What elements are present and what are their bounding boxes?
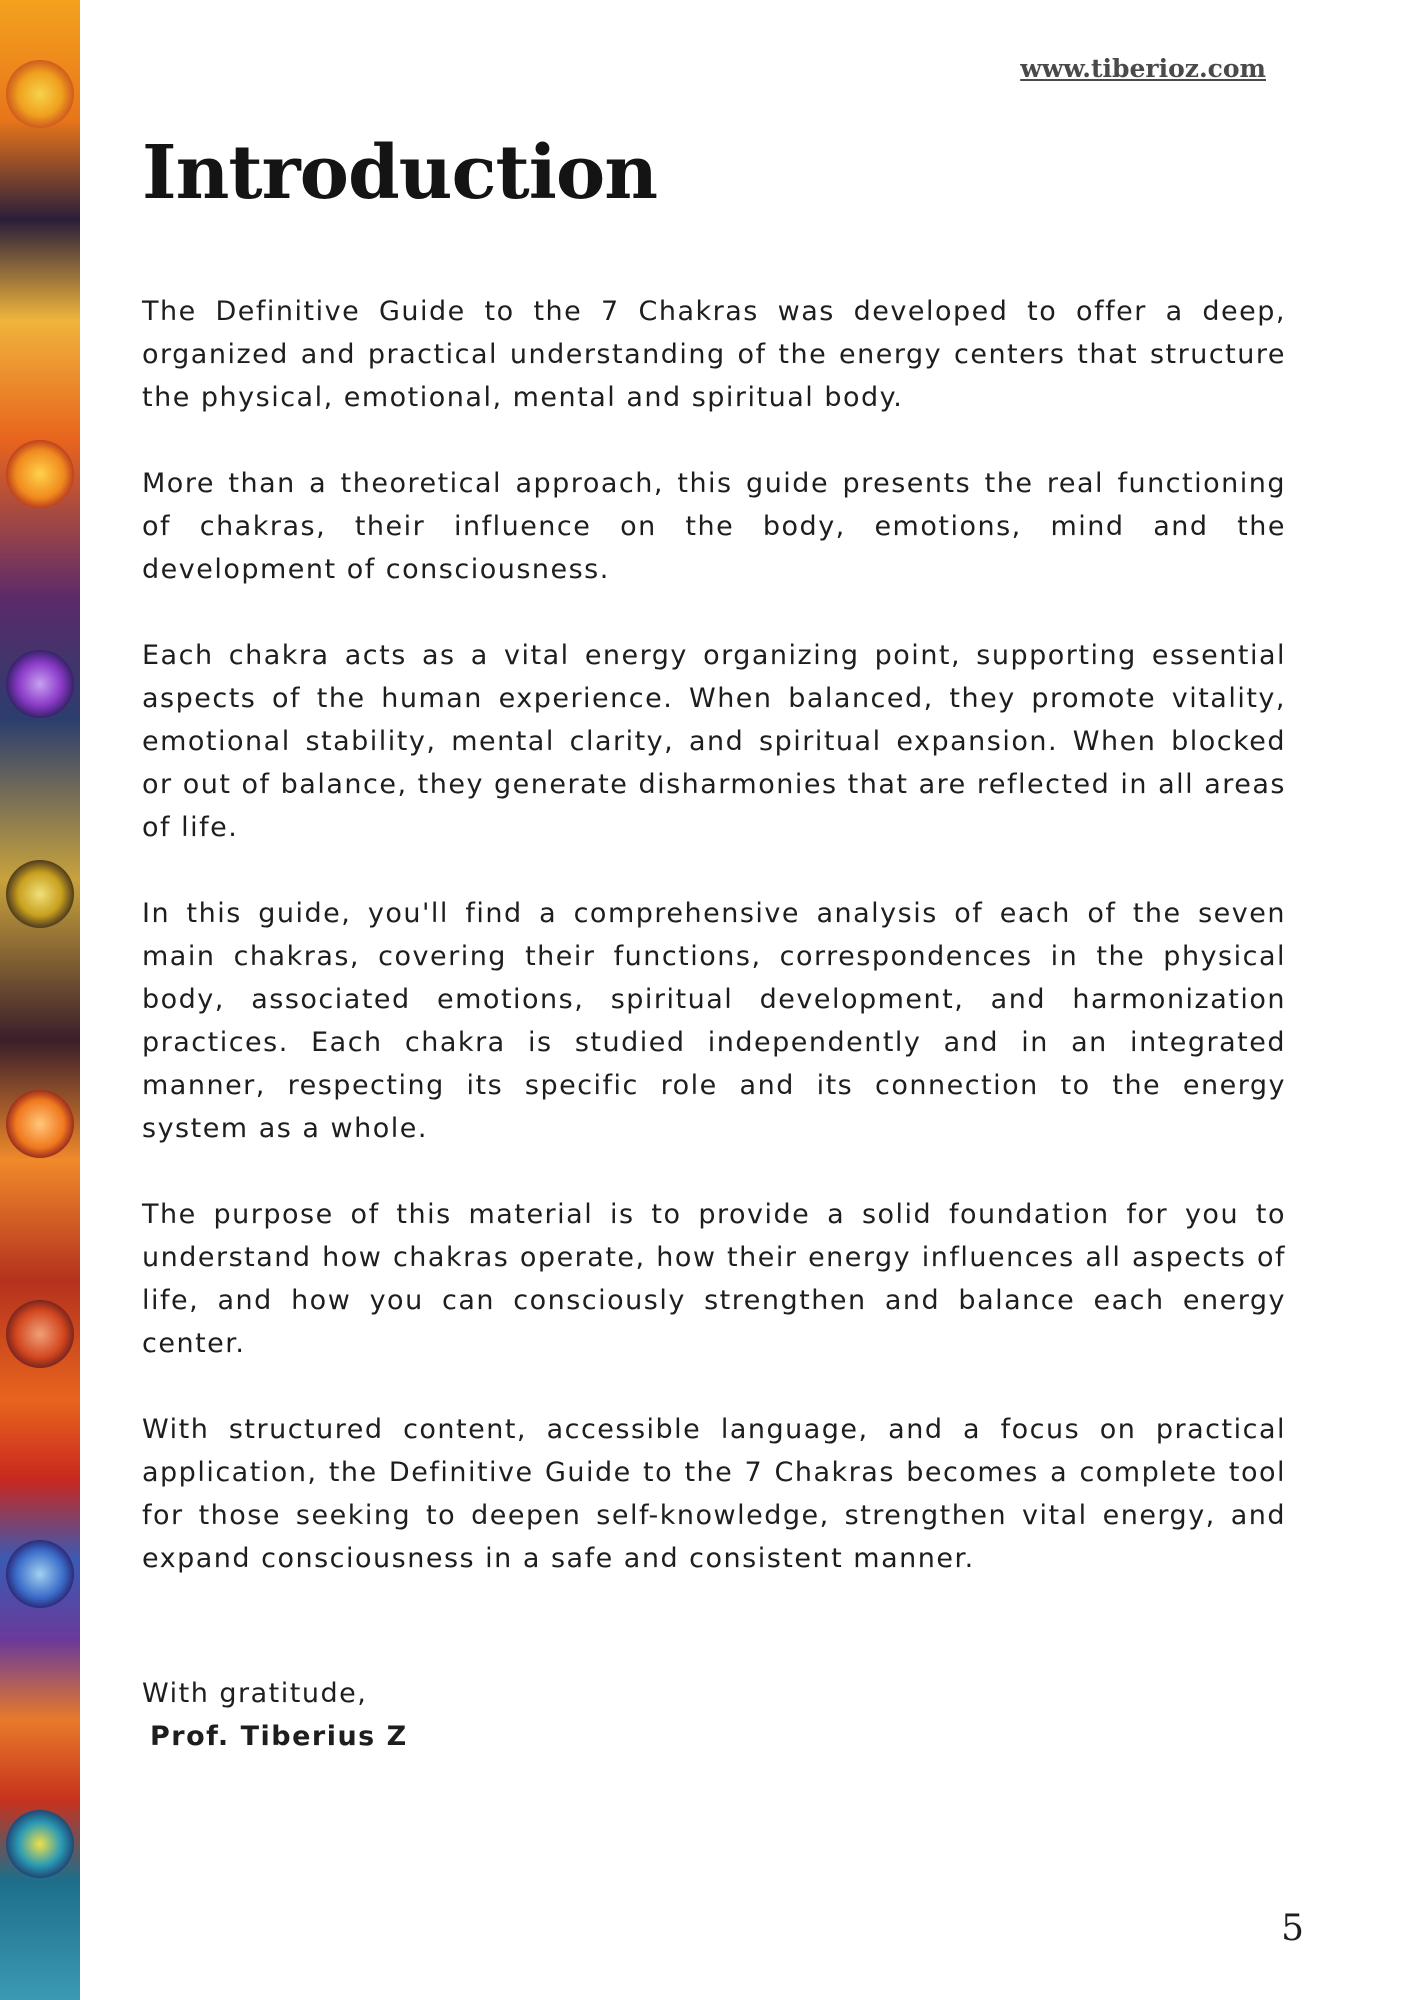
- sunflower-ornament: [6, 60, 74, 128]
- violet-chakra-ornament: [6, 650, 74, 718]
- author-name: Prof. Tiberius Z: [150, 1721, 408, 1752]
- closing-signature: [142, 1672, 408, 1758]
- page-title: Introduction: [142, 130, 657, 216]
- teal-chakra-ornament: [6, 1810, 74, 1878]
- orange-sun-ornament: [6, 1090, 74, 1158]
- paragraph: The purpose of this material is to provide a solid foundation for you to understand how chakras operate, how their energy influences all aspects of life, and how you can consciously strengthen and balance each energy center.: [142, 1199, 1286, 1359]
- decorative-chakra-art-strip: [0, 0, 80, 2000]
- paragraph: More than a theoretical approach, this guide presents the real functioning of chakras, their influence on the body, emotions, mind and the development of consciousness.: [142, 468, 1286, 585]
- paragraph: With structured content, accessible language, and a focus on practical application, the Definitive Guide to the 7 Chakras becomes a complete tool for those seeking to deepen self-knowledge, strengthen vital energy, and expand consciousness in a safe and consistent manner.: [142, 1414, 1286, 1574]
- paragraph: The Definitive Guide to the 7 Chakras was developed to offer a deep, organized and practical understanding of the energy centers that structure the physical, emotional, mental and spiritual body.: [142, 296, 1286, 413]
- sun-ornament: [6, 440, 74, 508]
- red-chakra-ornament: [6, 1300, 74, 1368]
- page-number: 5: [1281, 1908, 1304, 1949]
- website-link[interactable]: www.tiberioz.com: [1020, 54, 1266, 83]
- body-text: [142, 290, 1286, 1623]
- yellow-mandala-ornament: [6, 860, 74, 928]
- blue-chakra-ornament: [6, 1540, 74, 1608]
- paragraph: In this guide, you'll find a comprehensive analysis of each of the seven main chakras, covering their functions, correspondences in the physical body, associated emotions, spiritual development, and harmonization practices. Each chakra is studied independently and in an integrated manner, respecting its specific role and its connection to the energy system as a whole.: [142, 898, 1286, 1144]
- paragraph: Each chakra acts as a vital energy organizing point, supporting essential aspects of the human experience. When balanced, they promote vitality, emotional stability, mental clarity, and spiritual expansion. When blocked or out of balance, they generate disharmonies that are reflected in all areas of life.: [142, 640, 1286, 843]
- salutation: With gratitude,: [142, 1678, 368, 1709]
